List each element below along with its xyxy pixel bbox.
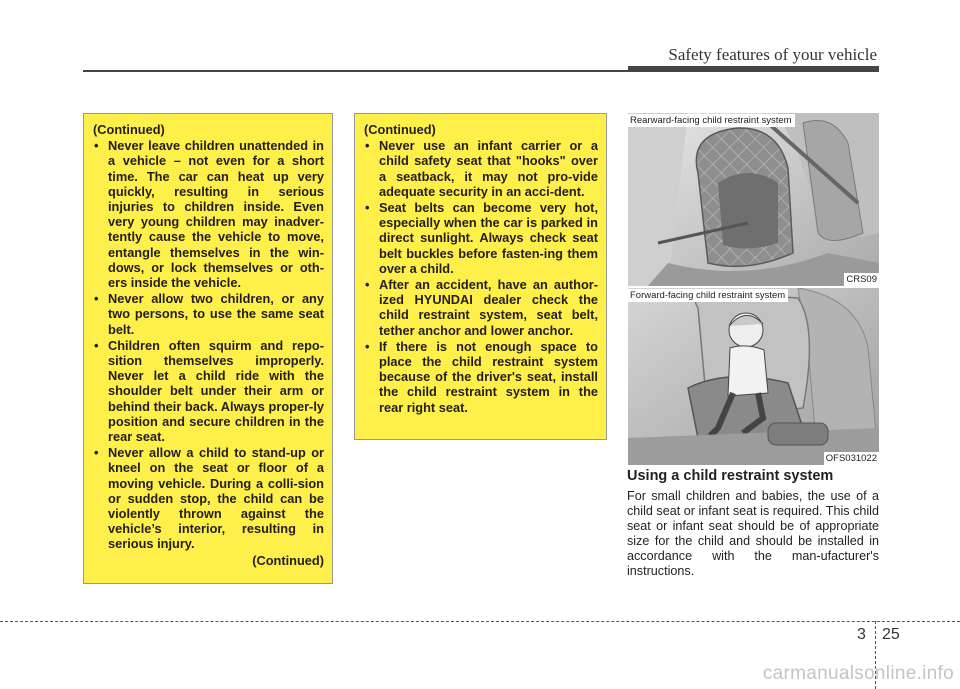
warning-item: • Never allow a child to stand-up or kneel on the seat or floor of a moving vehicle. During a colli-sion or sudden stop, the child can be violently thrown against the vehicle’s interior, resulting in serious injury. [93,445,324,551]
warning-item: • Children often squirm and repo-sition themselves improperly. Never let a child ride with the shoulder belt under their arm or behind their back. Always proper-ly position and secure children in the rear seat. [93,338,324,444]
warning-list [93,138,324,551]
forward-facing-seat-figure [628,288,879,465]
figure-caption: Forward-facing child restraint system [628,289,788,302]
warning-box-1 [83,113,333,584]
rearward-facing-seat-figure [628,113,879,286]
figure-code: OFS031022 [825,453,877,464]
page-header-title: Safety features of your vehicle [668,45,877,64]
warning-item: • Seat belts can become very hot, especially when the car is parked in direct sunlight. Always check seat belt buckles before fasten-ing them over a child. [364,200,598,276]
footer-rule [0,621,960,622]
continued-label: (Continued) [252,552,324,568]
watermark-text: carmanualsonline.info [762,663,954,684]
continued-label: (Continued) [93,122,165,137]
header-rule-accent [628,66,879,72]
figure-code: CRS09 [846,274,877,285]
continued-label: (Continued) [364,122,436,137]
page-number: 25 [882,626,900,643]
warning-item: • Never leave children unattended in a vehicle – not even for a short time. The car can heat up very quickly, resulting in serious injuries to children inside. Even very young children may inadver-tently cause the vehicle to move, entangle themselves in the win-dows, or lock themselves or oth-ers inside the vehicle. [93,138,324,290]
rearward-seat-illustration [628,113,879,286]
section-body: For small children and babies, the use of a child seat or infant seat is required. This child seat or infant seat should be of appropriate size for the child and should be installed in accordance with the man-ufacturer's instructions. [627,489,879,579]
warning-box-2 [354,113,607,440]
warning-item: • If there is not enough space to place the child restraint system because of the driver's seat, install the child restraint system in the rear right seat. [364,339,598,415]
warning-item: • After an accident, have an author-ized HYUNDAI dealer check the child restraint system, seat belt, tether anchor and lower anchor. [364,277,598,338]
forward-seat-illustration [628,288,879,465]
warning-list [364,138,598,415]
chapter-number: 3 [857,626,866,643]
warning-item: • Never use an infant carrier or a child safety seat that "hooks" over a seatback, it may not pro-vide adequate security in an acci-dent. [364,138,598,199]
warning-item: • Never allow two children, or any two persons, to use the same seat belt. [93,291,324,337]
figure-caption: Rearward-facing child restraint system [628,114,795,127]
section-heading: Using a child restraint system [627,468,834,484]
